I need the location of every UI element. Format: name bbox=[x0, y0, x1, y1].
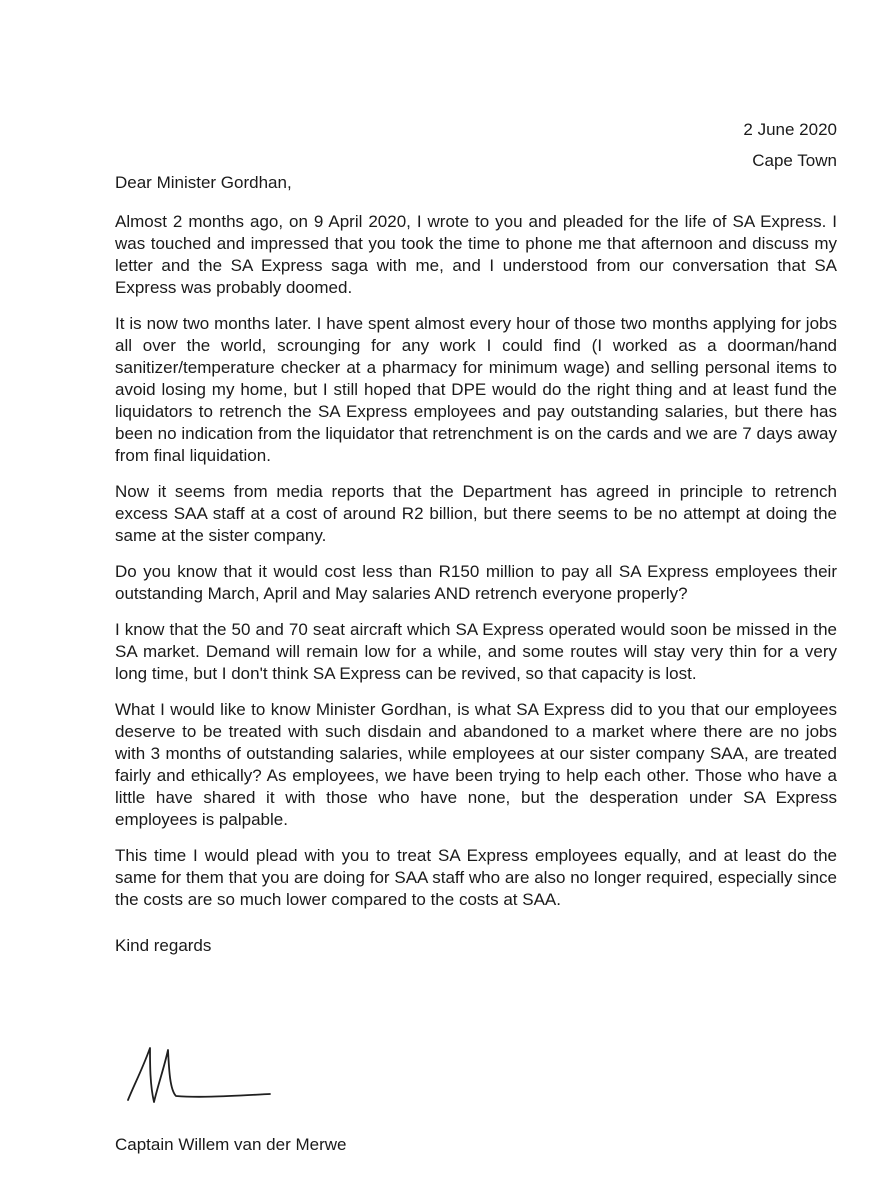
letter-date: 2 June 2020 bbox=[743, 120, 837, 139]
handwritten-signature bbox=[120, 1030, 280, 1110]
signer-name: Captain Willem van der Merwe bbox=[115, 1135, 347, 1154]
paragraph-2: It is now two months later. I have spent almost every hour of those two months applying for jobs all over the world, scrounging for any work I could find (I worked as a doorman/hand sanitizer/temperature checker at a pharmacy for minimum wage) and selling personal items to avoid losing my home, but I still hoped that DPE would do the right thing and at least fund the liquidators to retrench the SA Express employees and pay outstanding salaries, but there has been no indication from the liquidator that retrenchment is on the cards and we are 7 days away from final liquidation. bbox=[115, 314, 837, 465]
letter-place: Cape Town bbox=[752, 151, 837, 170]
salutation: Dear Minister Gordhan, bbox=[115, 173, 292, 192]
paragraph-4: Do you know that it would cost less than R150 million to pay all SA Express employees their outstanding March, April and May salaries AND retrench everyone properly? bbox=[115, 562, 837, 603]
paragraph-6: What I would like to know Minister Gordhan, is what SA Express did to you that our employees deserve to be treated with such disdain and abandoned to a market where there are no jobs with 3 months of outstanding salaries, while employees at our sister company SAA, are treated fairly and ethically? As employees, we have been trying to help each other. Those who have a little have shared it with those who have none, but the desperation under SA Express employees is palpable. bbox=[115, 700, 837, 829]
letter-body bbox=[115, 172, 837, 957]
closing: Kind regards bbox=[115, 936, 212, 955]
date-block bbox=[743, 114, 837, 176]
paragraph-5: I know that the 50 and 70 seat aircraft which SA Express operated would soon be missed in the SA market. Demand will remain low for a while, and some routes will stay very thin for a very long time, but I don't think SA Express can be revived, so that capacity is lost. bbox=[115, 620, 837, 683]
paragraph-1: Almost 2 months ago, on 9 April 2020, I wrote to you and pleaded for the life of SA Express. I was touched and impressed that you took the time to phone me that afternoon and discuss my letter and the SA Express saga with me, and I understood from our conversation that SA Express was probably doomed. bbox=[115, 212, 837, 297]
paragraph-3: Now it seems from media reports that the Department has agreed in principle to retrench excess SAA staff at a cost of around R2 billion, but there seems to be no attempt at doing the same at the sister company. bbox=[115, 482, 837, 545]
paragraph-7: This time I would plead with you to treat SA Express employees equally, and at least do the same for them that you are doing for SAA staff who are also no longer required, especially since the costs are so much lower compared to the costs at SAA. bbox=[115, 846, 837, 909]
